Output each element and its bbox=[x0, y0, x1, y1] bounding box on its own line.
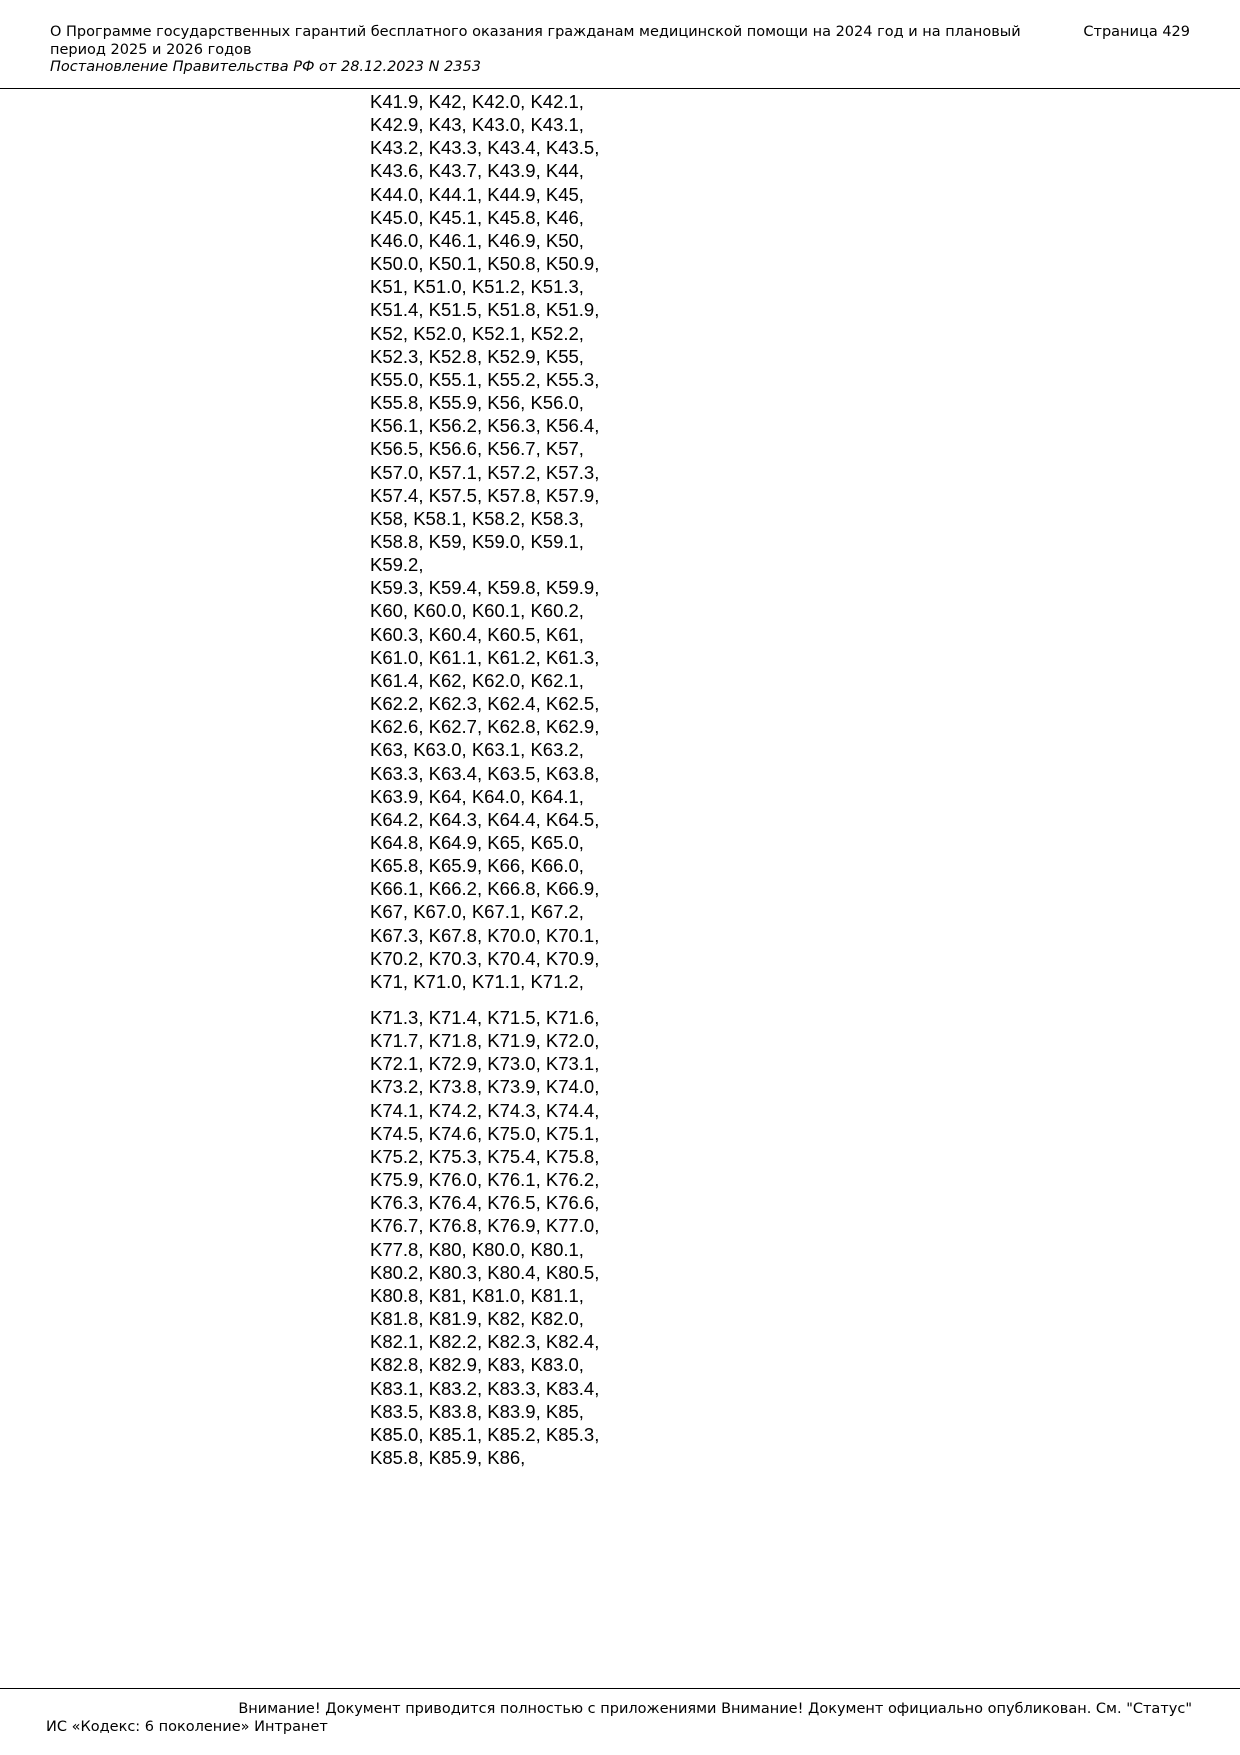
code-line: K45.0, K45.1, K45.8, K46, bbox=[370, 206, 584, 228]
code-line: K72.1, K72.9, K73.0, K73.1, bbox=[370, 1053, 600, 1075]
code-line: K52.3, K52.8, K52.9, K55, bbox=[370, 345, 584, 367]
document-header bbox=[50, 24, 1190, 77]
code-line: K60.3, K60.4, K60.5, K61, bbox=[370, 623, 584, 645]
code-line: K85.8, K85.9, K86, bbox=[370, 1446, 526, 1468]
code-line: K41.9, K42, K42.0, K42.1, bbox=[370, 91, 584, 112]
footer-notice: Внимание! Документ приводится полностью с приложениями Внимание! Документ официально опубликован. См. "Статус" bbox=[238, 1701, 1192, 1717]
header-divider bbox=[0, 88, 1240, 89]
code-line: K80.2, K80.3, K80.4, K80.5, bbox=[370, 1261, 600, 1283]
code-line: K63.3, K63.4, K63.5, K63.8, bbox=[370, 762, 600, 784]
code-line: K77.8, K80, K80.0, K80.1, bbox=[370, 1238, 584, 1260]
code-line: K75.2, K75.3, K75.4, K75.8, bbox=[370, 1145, 600, 1167]
code-line: K74.1, K74.2, K74.3, K74.4, bbox=[370, 1099, 600, 1121]
diagnosis-codes-block-1 bbox=[370, 90, 599, 993]
code-line: K43.2, K43.3, K43.4, K43.5, bbox=[370, 137, 600, 159]
code-line: K43.6, K43.7, K43.9, K44, bbox=[370, 160, 584, 182]
code-line: K62.2, K62.3, K62.4, K62.5, bbox=[370, 693, 600, 715]
code-line: K59.3, K59.4, K59.8, K59.9, bbox=[370, 577, 600, 599]
code-line: K74.5, K74.6, K75.0, K75.1, bbox=[370, 1122, 600, 1144]
code-line: K58.8, K59, K59.0, K59.1, bbox=[370, 530, 584, 552]
code-line: K58, K58.1, K58.2, K58.3, bbox=[370, 507, 584, 529]
code-line: K56.5, K56.6, K56.7, K57, bbox=[370, 438, 584, 460]
code-line: K59.2, bbox=[370, 554, 424, 576]
code-line: K65.8, K65.9, K66, K66.0, bbox=[370, 855, 584, 877]
code-line: K71.3, K71.4, K71.5, K71.6, bbox=[370, 1007, 600, 1028]
code-line: K80.8, K81, K81.0, K81.1, bbox=[370, 1284, 584, 1306]
code-line: K61.0, K61.1, K61.2, K61.3, bbox=[370, 646, 600, 668]
code-line: K64.2, K64.3, K64.4, K64.5, bbox=[370, 808, 600, 830]
code-line: K55.0, K55.1, K55.2, K55.3, bbox=[370, 368, 600, 390]
code-line: K57.0, K57.1, K57.2, K57.3, bbox=[370, 461, 600, 483]
code-line: K63.9, K64, K64.0, K64.1, bbox=[370, 785, 584, 807]
code-line: K46.0, K46.1, K46.9, K50, bbox=[370, 229, 584, 251]
code-line: K60, K60.0, K60.1, K60.2, bbox=[370, 600, 584, 622]
code-line: K51, K51.0, K51.2, K51.3, bbox=[370, 276, 584, 298]
code-line: K63, K63.0, K63.1, K63.2, bbox=[370, 739, 584, 761]
code-line: K67, K67.0, K67.1, K67.2, bbox=[370, 901, 584, 923]
code-line: K66.1, K66.2, K66.8, K66.9, bbox=[370, 878, 600, 900]
code-line: K52, K52.0, K52.1, K52.2, bbox=[370, 322, 584, 344]
code-line: K42.9, K43, K43.0, K43.1, bbox=[370, 114, 584, 136]
code-line: K76.7, K76.8, K76.9, K77.0, bbox=[370, 1215, 600, 1237]
code-line: K83.1, K83.2, K83.3, K83.4, bbox=[370, 1377, 600, 1399]
code-line: K62.6, K62.7, K62.8, K62.9, bbox=[370, 716, 600, 738]
document-title: О Программе государственных гарантий бесплатного оказания гражданам медицинской помощи на 2024 год и на плановый период 2025 и 2026 годов bbox=[50, 24, 1021, 58]
code-line: K61.4, K62, K62.0, K62.1, bbox=[370, 669, 584, 691]
code-line: K83.5, K83.8, K83.9, K85, bbox=[370, 1400, 584, 1422]
code-line: K64.8, K64.9, K65, K65.0, bbox=[370, 832, 584, 853]
code-line: K71.7, K71.8, K71.9, K72.0, bbox=[370, 1030, 600, 1052]
code-line: K44.0, K44.1, K44.9, K45, bbox=[370, 183, 584, 205]
footer-system-name: ИС «Кодекс: 6 поколение» Интранет bbox=[46, 1719, 328, 1735]
document-subtitle: Постановление Правительства РФ от 28.12.2023 N 2353 bbox=[50, 59, 481, 75]
code-line: K50.0, K50.1, K50.8, K50.9, bbox=[370, 253, 600, 275]
code-line: K57.4, K57.5, K57.8, K57.9, bbox=[370, 484, 600, 506]
code-line: K67.3, K67.8, K70.0, K70.1, bbox=[370, 924, 600, 946]
code-line: K70.2, K70.3, K70.4, K70.9, bbox=[370, 947, 600, 969]
code-line: K51.4, K51.5, K51.8, K51.9, bbox=[370, 299, 600, 321]
diagnosis-codes-block-2 bbox=[370, 1006, 599, 1469]
footer-divider bbox=[0, 1688, 1240, 1689]
code-line: K56.1, K56.2, K56.3, K56.4, bbox=[370, 415, 600, 437]
code-line: K76.3, K76.4, K76.5, K76.6, bbox=[370, 1192, 600, 1214]
code-line: K55.8, K55.9, K56, K56.0, bbox=[370, 392, 584, 414]
code-line: K75.9, K76.0, K76.1, K76.2, bbox=[370, 1169, 600, 1191]
code-line: K82.8, K82.9, K83, K83.0, bbox=[370, 1354, 584, 1376]
code-line: K71, K71.0, K71.1, K71.2, bbox=[370, 970, 584, 992]
page-number: Страница 429 bbox=[1083, 24, 1190, 40]
code-line: K85.0, K85.1, K85.2, K85.3, bbox=[370, 1423, 600, 1445]
code-line: K82.1, K82.2, K82.3, K82.4, bbox=[370, 1331, 600, 1353]
code-line: K81.8, K81.9, K82, K82.0, bbox=[370, 1308, 584, 1330]
code-line: K73.2, K73.8, K73.9, K74.0, bbox=[370, 1076, 600, 1098]
